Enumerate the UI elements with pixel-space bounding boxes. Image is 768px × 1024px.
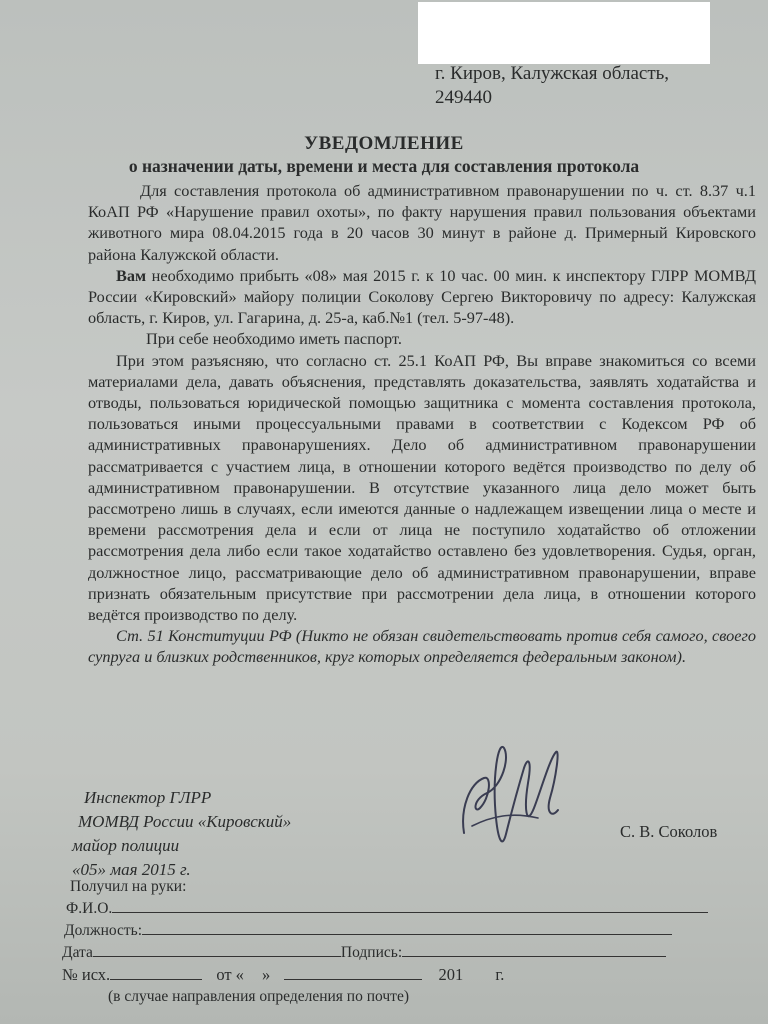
document-subtitle: о назначении даты, времени и места для составления протокола — [128, 156, 640, 176]
date-signature-row — [62, 942, 666, 964]
signing-date: «05» мая 2015 г. — [72, 860, 191, 879]
recipient-address — [435, 62, 669, 110]
date-label: Дата — [62, 944, 93, 961]
inspector-rank: майор полиции — [72, 836, 180, 855]
month-blank-line — [284, 965, 422, 980]
fio-label: Ф.И.О. — [66, 900, 113, 917]
inspector-signature-block — [64, 786, 291, 882]
signer-name: С. В. Соколов — [620, 822, 718, 841]
position-blank-line — [142, 920, 672, 935]
summons-lead: Вам — [116, 265, 147, 285]
signature-label: Подпись: — [340, 944, 403, 961]
from-label: от « — [216, 965, 244, 984]
fio-row — [66, 898, 708, 920]
outgoing-number-row — [62, 964, 504, 986]
notice-body — [88, 180, 756, 668]
inspector-title: Инспектор ГЛРР — [84, 788, 212, 807]
number-label: № исх. — [62, 965, 111, 984]
summons-text: необходимо прибыть «08» мая 2015 г. к 10 час. 00 мин. к инспектору ГЛРР МОМВД России «Кировский» майору полиции Соколову Сергею Викторовичу по адресу: Калужская область, г. Киров, ул. Гагарина, д. 25-а, каб.№1 (тел. 5-97-48). — [88, 265, 756, 328]
signature-blank-line — [402, 942, 666, 957]
handwritten-signature — [452, 738, 562, 858]
fio-blank-line — [112, 898, 708, 913]
mail-note: (в случае направления определения по почте) — [108, 988, 409, 1005]
address-line-1: г. Киров, Калужская область, — [435, 63, 670, 84]
address-postcode: 249440 — [435, 87, 492, 108]
paragraph-violation: Для составления протокола об административном правонарушении по ч. ст. 8.37 ч.1 КоАП РФ «Нарушение правил охоты», по факту нарушения правил пользования объектами животного мира 08.04.2015 года в 20 часов 30 минут в районе д. Примерный Кировского района Калужской области. — [88, 181, 756, 264]
inspector-unit: МОМВД России «Кировский» — [78, 812, 292, 831]
year-label: 201 — [438, 965, 464, 984]
paragraph-passport: При себе необходимо иметь паспорт. — [146, 329, 402, 349]
date-blank-line — [93, 942, 341, 957]
document-title: УВЕДОМЛЕНИЕ — [304, 133, 464, 154]
position-row — [64, 920, 672, 942]
year-suffix: г. — [495, 965, 505, 984]
received-label: Получил на руки: — [70, 878, 187, 895]
redacted-area — [418, 2, 710, 64]
paragraph-rights: При этом разъясняю, что согласно ст. 25.1 КоАП РФ, Вы вправе знакомиться со всеми материалами дела, давать объяснения, представлять доказательства, заявлять ходатайства и отводы, пользоваться юридической помощью защитника с момента составления протокола, пользоваться иными процессуальными правами в соответствии с Кодексом РФ об административных правонарушениях. Дело об административном правонарушении рассматривается с участием лица, в отношении которого ведётся производство по делу об административном правонарушении. В отсутствие указанного лица дело может быть рассмотрено лишь в случаях, если имеются данные о надлежащем извещении лица о месте и времени рассмотрения дела и если от лица не поступило ходатайство об отложении рассмотрения дела либо если такое ходатайство оставлено без удовлетворения. Судья, орган, должностное лицо, рассматривающие дело об административном правонарушении, вправе признать обязательным присутствие при рассмотрении дела лица, в отношении которого ведётся производство по делу. — [88, 350, 756, 625]
close-quote: » — [261, 965, 271, 984]
position-label: Должность: — [64, 922, 143, 939]
paragraph-summons — [88, 265, 756, 329]
paragraph-constitution: Ст. 51 Конституции РФ (Никто не обязан свидетельствовать против себя самого, своего супруга и близких родственников, круг которых определяется федеральным законом). — [88, 626, 756, 667]
number-blank-line — [110, 965, 202, 980]
